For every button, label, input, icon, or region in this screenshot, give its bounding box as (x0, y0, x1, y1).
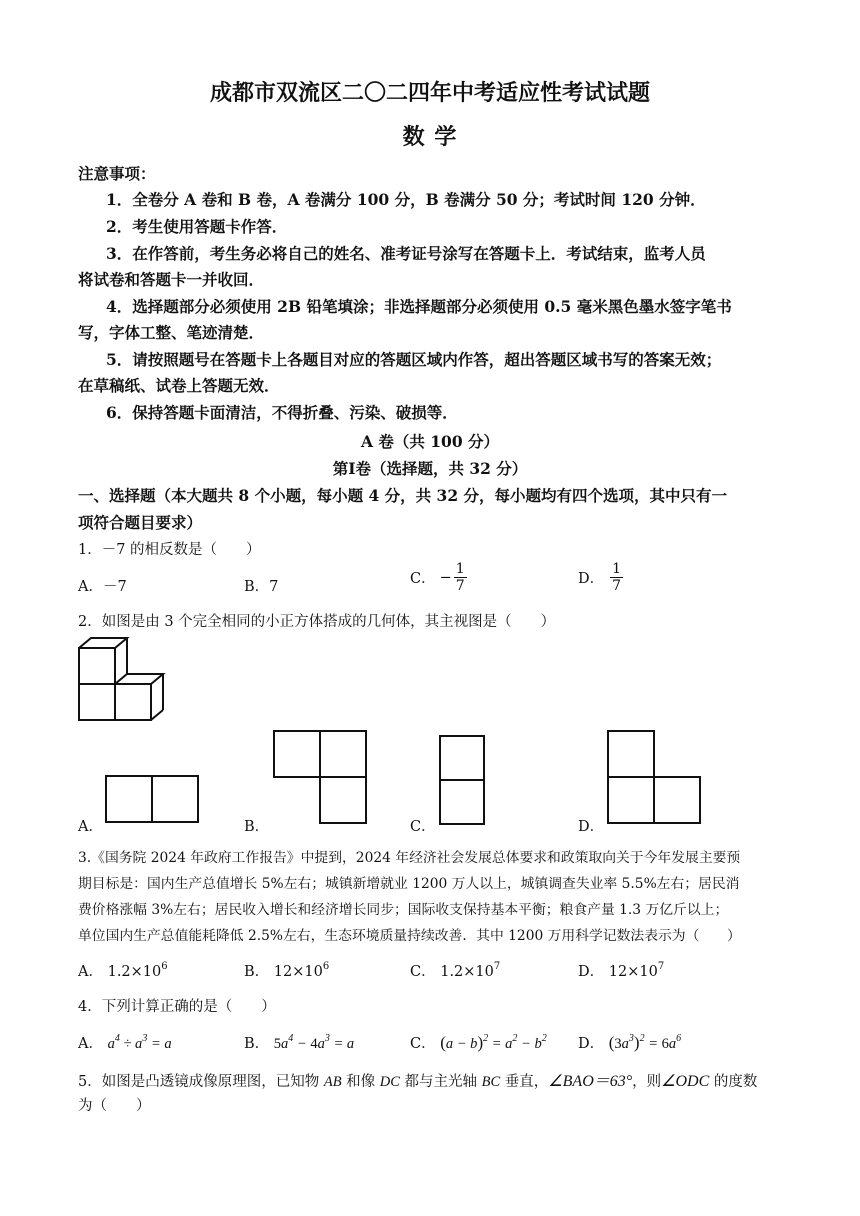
exam-title: 成都市双流区二〇二四年中考适应性考试试题 (209, 80, 650, 106)
q2-option-b: B． (244, 819, 270, 835)
notice-item-1: 1．全卷分 A 卷和 B 卷，A 卷满分 100 分，B 卷满分 50 分；考试时间 120 分钟． (106, 190, 706, 209)
q1-option-c: C． − $\frac{1}{7}$ (410, 561, 465, 594)
q2-option-a: A． (78, 819, 103, 835)
q4-b-expression: $5a^4 - 4a^3 = a$ (273, 1033, 355, 1052)
q2-option-d: D． (578, 819, 605, 835)
section-a-title: A 卷（共 100 分） (360, 432, 500, 451)
q1-option-d: D． $\frac{1}{7}$ (578, 561, 622, 594)
q5-line-2: 为（ ） (78, 1098, 151, 1114)
q1-d-fraction: $\frac{1}{7}$ (612, 561, 622, 594)
q4-stem: 4．下列计算正确的是（ ） (78, 999, 276, 1015)
q3-line-3: 费价格涨幅 3%左右；居民收入增长和经济增长同步；国际收支保持基本平衡；粮食产量 1.3 万亿斤以上； (78, 902, 729, 918)
q3-option-d: D． $12\times 10^7$ (578, 961, 665, 980)
q4-a-expression: $a^4 \div a^3 = a$ (107, 1033, 172, 1052)
q1-c-fraction: $\frac{1}{7}$ (455, 561, 465, 594)
q3-line-4: 单位国内生产总值能耗降低 2.5%左右，生态环境质量持续改善．其中 1200 万用科学记数法表示为（ ） (78, 928, 741, 944)
q4-option-b: B． $5a^4 - 4a^3 = a$ (244, 1033, 355, 1052)
q3-line-1: 3.《国务院 2024 年政府工作报告》中提到，2024 年经济社会发展总体要求和政策取向关于今年发展主要预 (78, 850, 741, 866)
q2-option-b-figure (272, 729, 370, 825)
q2-stem: 2．如图是由 3 个完全相同的小正方体搭成的几何体，其主视图是（ ） (78, 614, 556, 630)
subject-title: 数 学 (402, 124, 458, 150)
notice-item-4-cont: 写，字体工整、笔迹清楚． (78, 323, 265, 342)
notice-heading: 注意事项： (78, 164, 156, 183)
q1-option-b: B．7 (244, 579, 279, 595)
q4-c-expression: $(a - b)^2 = a^2 - b^2$ (440, 1033, 547, 1052)
notice-item-3-cont: 将试卷和答题卡一并收回． (78, 270, 265, 289)
q1-stem: 1．－7 的相反数是（ ） (78, 542, 261, 558)
q4-d-expression: $(3a^3)^2 = 6a^6$ (608, 1033, 682, 1052)
q3-option-a: A． $1.2\times 10^6$ (78, 961, 168, 980)
q3-option-c: C． $1.2\times 10^7$ (410, 961, 501, 980)
notice-item-6: 6．保持答题卡面清洁，不得折叠、污染、破损等． (106, 403, 458, 422)
q5-line-1: 5．如图是凸透镜成像原理图，已知物 AB 和像 DC 都与主光轴 BC 垂直，∠BAO＝63°，则∠ODC 的度数 (78, 1073, 758, 1090)
q3-line-2: 期目标是：国内生产总值增长 5%左右；城镇新增就业 1200 万人以上，城镇调查失业率 5.5%左右；居民消 (78, 876, 740, 892)
q4-option-a: A． $a^4 \div a^3 = a$ (78, 1033, 172, 1052)
q1-option-a: A．－7 (78, 579, 127, 595)
instructions-line-1: 一、选择题（本大题共 8 个小题，每小题 4 分，共 32 分，每小题均有四个选项，其中只有一 (78, 486, 728, 505)
q2-option-c-figure (438, 734, 488, 826)
notice-item-5: 5．请按照题号在答题卡上各题目对应的答题区域内作答，超出答题区域书写的答案无效； (106, 350, 722, 369)
q2-option-c: C． (410, 819, 436, 835)
q4-option-c: C． $(a - b)^2 = a^2 - b^2$ (410, 1033, 547, 1052)
notice-item-5-cont: 在草稿纸、试卷上答题无效． (78, 376, 280, 395)
q2-solid-figure (76, 636, 166, 724)
notice-item-4: 4．选择题部分必须使用 2B 铅笔填涂；非选择题部分必须使用 0.5 毫米黑色墨水签字笔书 (106, 297, 732, 316)
notice-item-2: 2．考生使用答题卡作答． (106, 217, 288, 236)
q2-option-d-figure (606, 729, 704, 825)
notice-item-3: 3．在作答前，考生务必将自己的姓名、准考证号涂写在答题卡上．考试结束，监考人员 (106, 244, 706, 263)
instructions-line-2: 项符合题目要求） (78, 513, 203, 532)
q4-option-d: D． $(3a^3)^2 = 6a^6$ (578, 1033, 682, 1052)
part1-title: 第Ⅰ卷（选择题，共 32 分） (332, 459, 528, 478)
q3-option-b: B． $12\times 10^6$ (244, 961, 330, 980)
q2-option-a-figure (104, 774, 200, 826)
